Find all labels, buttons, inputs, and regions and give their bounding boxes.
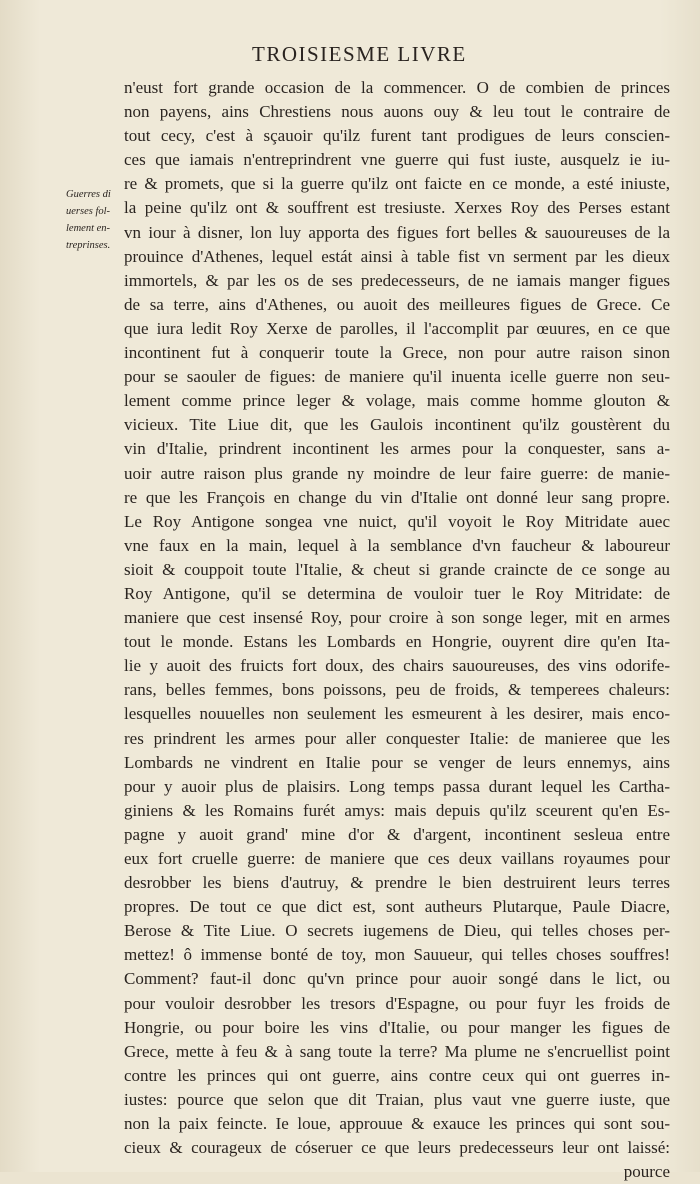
text-line: immortels, & par les os de ses predecesseurs, de ne iamais manger figues — [124, 270, 670, 290]
text-line: Berose & Tite Liue. O secrets iugemens de Dieu, qui telles choses per- — [124, 921, 670, 941]
text-line: Lombards ne vindrent en Italie pour se venger de leurs ennemys, ains — [124, 752, 670, 772]
text-line: incontinent fut à conquerir toute la Grece, non pour autre raison sinon — [124, 343, 670, 363]
text-line: vn iour à disner, lon luy apporta des figues fort belles & sauoureuses de la — [124, 222, 670, 242]
text-line: vne faux en la main, lequel à la semblance d'vn faucheur & laboureur — [124, 535, 670, 555]
text-line: Roy Antigone, qu'il se determina de vouloir tuer le Roy Mitridate: de — [124, 583, 670, 603]
body-text — [124, 76, 670, 1184]
text-line: lie y auoit des fruicts fort doux, des chairs sauoureuses, des vins odorife- — [124, 656, 670, 676]
text-line: Comment? faut-il donc qu'vn prince pour auoir songé dans le lict, ou — [124, 969, 670, 989]
text-line: Grece, mette à feu & à sang toute la terre? Ma plume ne s'encruellist point — [124, 1041, 670, 1061]
text-line: giniens & les Romains furét amys: mais depuis qu'ilz sceurent qu'en Es- — [124, 800, 670, 820]
text-line: non payens, ains Chrestiens nous auons ouy & leu tout le contraire de — [124, 102, 670, 122]
text-line: lement comme prince leger & volage, mais comme homme glouton & — [124, 391, 670, 411]
text-line: pource — [623, 1162, 670, 1182]
text-line: la peine qu'ilz ont & souffrent est tresiuste. Xerxes Roy des Perses estant — [124, 198, 670, 218]
text-line: lesquelles nouuelles non seulement les esmeurent à les desirer, mais enco- — [124, 704, 670, 724]
margin-note-line: uerses fol- — [66, 206, 111, 217]
margin-note — [66, 186, 122, 254]
text-line: ces que iamais n'entreprindrent vne guerre qui fust iuste, ausquelz ie iu- — [124, 150, 670, 170]
margin-note-line: treprinses. — [66, 240, 111, 251]
text-line: vicieux. Tite Liue dit, que les Gaulois incontinent qu'ilz goustèrent du — [124, 415, 670, 435]
text-line: rans, belles femmes, bons poissons, peu de froids, & temperees chaleurs: — [124, 680, 670, 700]
text-line: pour y auoir plus de plaisirs. Long temps passa durant lequel les Cartha- — [124, 776, 670, 796]
text-line: pagne y auoit grand' mine d'or & d'argent, incontinent sesleua entre — [124, 824, 670, 844]
text-line: propres. De tout ce que dict est, sont autheurs Plutarque, Paule Diacre, — [124, 897, 670, 917]
text-line: contre les princes qui ont guerre, ains contre ceux qui ont guerres in- — [124, 1065, 670, 1085]
text-line: eux fort cruelle guerre: de maniere que ces deux vaillans royaumes pour — [124, 849, 670, 868]
text-line: que iura ledit Roy Xerxe de parolles, il l'accomplit par œuures, en ce que — [124, 318, 670, 338]
text-line: sioit & couppoit toute l'Italie, & cheut si grande craincte de ce songe au — [124, 559, 670, 579]
text-line: desrobber les biens d'autruy, & prendre le bien destruirent leurs terres — [124, 873, 670, 893]
text-line: cieux & courageux de cóseruer ce que leurs predecesseurs leur ont laissé: — [124, 1138, 670, 1158]
text-line: tout le monde. Estans les Lombards en Hongrie, ouyrent dire qu'en Ita- — [124, 632, 670, 652]
text-line: tout cecy, c'est à sçauoir qu'ilz furent tant prodigues de leurs conscien- — [124, 126, 670, 146]
text-line: non la paix feincte. Ie loue, approuue & exauce les princes qui sont sou- — [124, 1114, 670, 1134]
text-line: vin d'Italie, prindrent incontinent les armes pour la conquester, sans a- — [124, 439, 670, 459]
text-line: de sa terre, ains d'Athenes, ou auoit des meilleures figues de Grece. Ce — [124, 294, 670, 314]
text-line: re & promets, que si la guerre qu'ilz ont faicte en ce monde, a esté iniuste, — [124, 174, 670, 194]
text-line: pour se saouler de figues: de maniere qu'il inuenta icelle guerre non seu- — [124, 367, 670, 387]
margin-note-line: Guerres di — [66, 189, 111, 200]
text-line: iustes: pource que selon que dit Traian, plus vaut vne guerre iuste, que — [124, 1089, 670, 1109]
text-line: mettez! ô immense bonté de toy, mon Sauueur, qui telles choses souffres! — [124, 945, 670, 965]
running-head: TROISIESME LIVRE — [252, 42, 467, 66]
text-line: uoir autre raison plus grande ny moindre de leur faire guerre: de manie- — [124, 463, 670, 483]
text-line: Le Roy Antigone songea vne nuict, qu'il voyoit le Roy Mitridate auec — [124, 511, 670, 531]
margin-note-line: lement en- — [66, 223, 111, 234]
text-line: prouince d'Athenes, lequel estát ainsi à table fist vn serment par les dieux — [124, 246, 670, 266]
text-line: re que les François en change du vin d'Italie ont donné leur sang propre. — [124, 487, 670, 507]
text-line: pour vouloir desrobber les tresors d'Espagne, ou pour fuyr les froids de — [124, 993, 670, 1013]
text-line: res prindrent les armes pour aller conquester Italie: de manieree que les — [124, 728, 670, 748]
text-line: maniere que cest insensé Roy, pour croire à son songe leger, mit en armes — [124, 608, 670, 628]
text-line: Hongrie, ou pour boire les vins d'Italie, ou pour manger les figues de — [124, 1017, 670, 1037]
text-line: n'eust fort grande occasion de la commencer. O de combien de princes — [124, 78, 670, 97]
